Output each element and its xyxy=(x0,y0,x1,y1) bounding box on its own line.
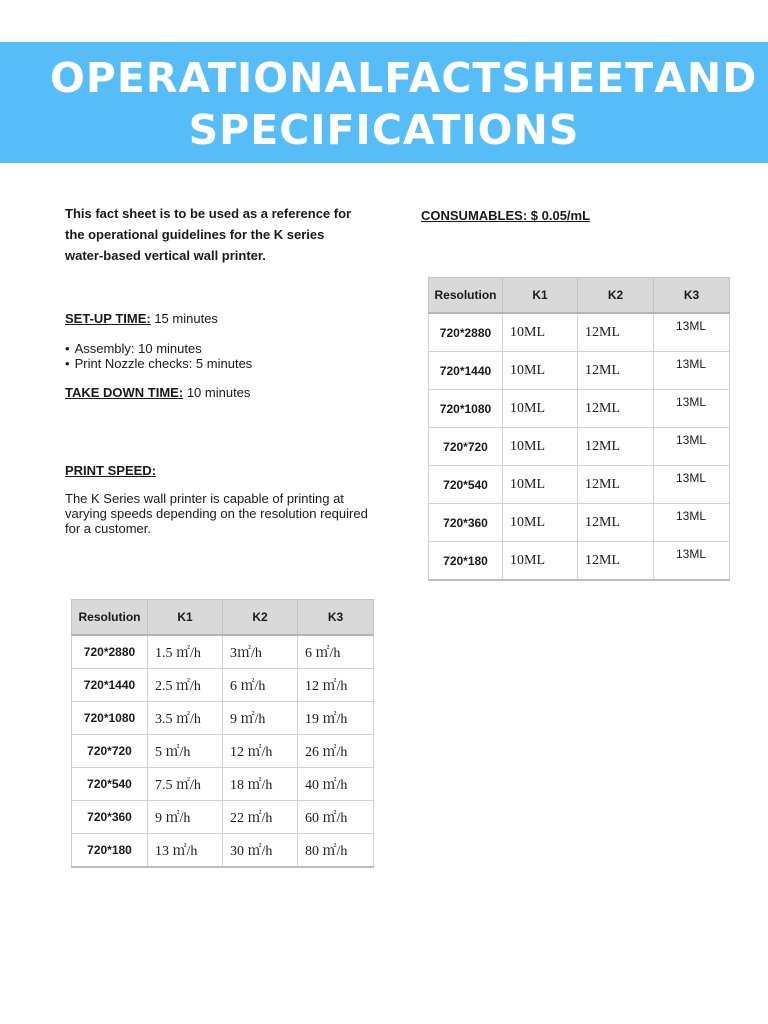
table-cell: 7.5 ㎡/h xyxy=(148,768,223,801)
table-cell: 10ML xyxy=(503,390,578,428)
table-cell: 9 ㎡/h xyxy=(223,702,298,735)
table-row xyxy=(72,801,374,834)
print-speed-heading xyxy=(65,463,156,479)
table-cell: 10ML xyxy=(503,466,578,504)
table-cell: 13ML xyxy=(654,466,730,504)
column-header: K2 xyxy=(223,600,298,636)
column-header: K3 xyxy=(298,600,374,636)
table-row xyxy=(429,352,730,390)
table-cell: 5 ㎡/h xyxy=(148,735,223,768)
consumables-table xyxy=(428,277,730,581)
page-title xyxy=(50,52,758,156)
title-line-1 xyxy=(50,52,758,104)
table-row xyxy=(429,504,730,542)
table-cell: 12ML xyxy=(578,504,654,542)
take-down-label: TAKE DOWN TIME xyxy=(65,385,179,400)
setup-time-value: 15 minutes xyxy=(150,311,218,326)
table-cell: 40 ㎡/h xyxy=(298,768,374,801)
table-cell: 720*540 xyxy=(72,768,148,801)
table-cell: 12ML xyxy=(578,466,654,504)
title-line-2: SPECIFICATIONS xyxy=(188,106,580,154)
table-cell: 720*540 xyxy=(429,466,503,504)
table-cell: 13ML xyxy=(654,504,730,542)
setup-time-label: SET-UP TIME: xyxy=(65,311,151,326)
column-header: K3 xyxy=(654,278,730,314)
table-cell: 80 ㎡/h xyxy=(298,834,374,868)
table-cell: 720*360 xyxy=(72,801,148,834)
column-header: K1 xyxy=(148,600,223,636)
setup-time xyxy=(65,311,218,327)
table-cell: 10ML xyxy=(503,504,578,542)
table-cell: 3㎡/h xyxy=(223,635,298,669)
table-cell: 6 ㎡/h xyxy=(298,635,374,669)
table-cell: 13ML xyxy=(654,428,730,466)
print-speed-colon: : xyxy=(151,463,157,478)
intro-text: This fact sheet is to be used as a reference for the operational guidelines for the K series water-based vertical wall printer. xyxy=(65,206,352,263)
table-row xyxy=(429,542,730,581)
table-cell: 9 ㎡/h xyxy=(148,801,223,834)
table-cell: 12ML xyxy=(578,313,654,352)
table-header-row xyxy=(429,278,730,314)
setup-bullet-list xyxy=(65,341,252,371)
table-cell: 720*1440 xyxy=(72,669,148,702)
table-cell: 720*2880 xyxy=(429,313,503,352)
table-cell: 720*180 xyxy=(72,834,148,868)
consumables-heading xyxy=(421,208,590,224)
table-cell: 60 ㎡/h xyxy=(298,801,374,834)
table-row xyxy=(72,669,374,702)
take-down-value: 10 minutes xyxy=(183,385,251,400)
column-header: K1 xyxy=(503,278,578,314)
table-row xyxy=(429,313,730,352)
table-cell: 19 ㎡/h xyxy=(298,702,374,735)
table-cell: 720*1080 xyxy=(429,390,503,428)
list-item: • Assembly: 10 minutes xyxy=(65,341,252,356)
table-row xyxy=(72,735,374,768)
title-banner xyxy=(0,42,768,163)
table-cell: 13ML xyxy=(654,313,730,352)
table-cell: 22 ㎡/h xyxy=(223,801,298,834)
table-row xyxy=(72,834,374,868)
table-cell: 12 ㎡/h xyxy=(298,669,374,702)
table-row xyxy=(72,768,374,801)
table-cell: 10ML xyxy=(503,428,578,466)
print-speed-paragraph: The K Series wall printer is capable of printing at varying speeds depending on the resolution required for a customer. xyxy=(65,491,368,536)
title-word: SHEET xyxy=(501,54,655,102)
table-row xyxy=(429,390,730,428)
title-word: AND xyxy=(654,54,758,102)
table-row xyxy=(72,635,374,669)
table-cell: 10ML xyxy=(503,542,578,581)
table-cell: 10ML xyxy=(503,313,578,352)
table-cell: 720*2880 xyxy=(72,635,148,669)
table-cell: 720*720 xyxy=(72,735,148,768)
print-speed-table xyxy=(71,599,374,868)
list-item: • Print Nozzle checks: 5 minutes xyxy=(65,356,252,371)
table-row xyxy=(72,702,374,735)
table-cell: 720*360 xyxy=(429,504,503,542)
print-speed-label: PRINT SPEED xyxy=(65,463,152,478)
table-cell: 10ML xyxy=(503,352,578,390)
table-cell: 12ML xyxy=(578,428,654,466)
table-cell: 1.5 ㎡/h xyxy=(148,635,223,669)
table-cell: 2.5 ㎡/h xyxy=(148,669,223,702)
table-cell: 12ML xyxy=(578,542,654,581)
take-down-colon: : xyxy=(178,385,184,400)
table-cell: 13ML xyxy=(654,390,730,428)
table-header-row xyxy=(72,600,374,636)
table-cell: 720*720 xyxy=(429,428,503,466)
column-header: Resolution xyxy=(72,600,148,636)
table-cell: 720*1080 xyxy=(72,702,148,735)
table-cell: 30 ㎡/h xyxy=(223,834,298,868)
column-header: K2 xyxy=(578,278,654,314)
take-down-time xyxy=(65,385,250,401)
table-cell: 18 ㎡/h xyxy=(223,768,298,801)
table-cell: 3.5 ㎡/h xyxy=(148,702,223,735)
consumables-label: CONSUMABLES: $ 0.05/mL xyxy=(421,208,591,223)
column-header: Resolution xyxy=(429,278,503,314)
table-cell: 12ML xyxy=(578,352,654,390)
table-cell: 13 ㎡/h xyxy=(148,834,223,868)
title-word: FACT xyxy=(384,54,502,102)
title-word: OPERATIONAL xyxy=(50,54,385,102)
table-cell: 6 ㎡/h xyxy=(223,669,298,702)
table-cell: 13ML xyxy=(654,542,730,581)
table-cell: 720*1440 xyxy=(429,352,503,390)
table-cell: 720*180 xyxy=(429,542,503,581)
table-cell: 12ML xyxy=(578,390,654,428)
table-row xyxy=(429,428,730,466)
table-cell: 13ML xyxy=(654,352,730,390)
table-cell: 26 ㎡/h xyxy=(298,735,374,768)
table-cell: 12 ㎡/h xyxy=(223,735,298,768)
table-row xyxy=(429,466,730,504)
